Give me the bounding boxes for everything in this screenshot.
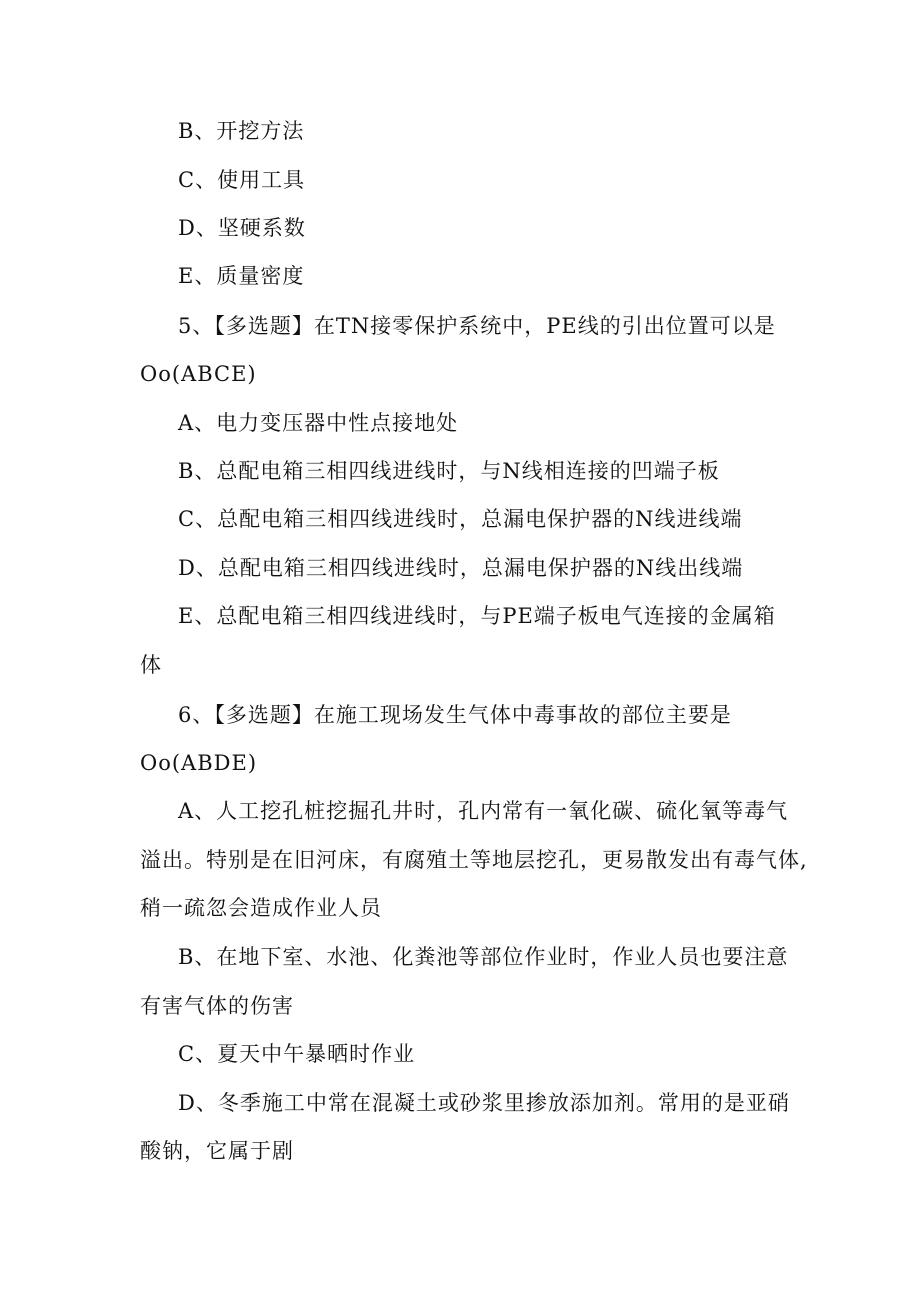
q6-option-a-continued-1: 溢出。特别是在旧河床，有腐殖土等地层挖孔，更易散发出有毒气体,: [140, 848, 808, 872]
question-5-text: 5、【多选题】在TN接零保护系统中，PE线的引出位置可以是: [178, 314, 776, 338]
q6-option-d-continued: 酸钠，它属于剧: [140, 1139, 294, 1163]
q5-option-b: B、总配电箱三相四线进线时，与N线相连接的凹端子板: [178, 459, 720, 483]
q5-option-a: A、电力变压器中性点接地处: [178, 411, 459, 435]
option-e-mass-density: E、质量密度: [178, 264, 305, 288]
q6-option-a: A、人工挖孔桩挖掘孔井时，孔内常有一氧化碳、硫化氧等毒气: [178, 799, 789, 823]
q6-option-b-continued: 有害气体的伤害: [140, 994, 294, 1018]
question-6-answer: Oo(ABDE): [140, 751, 258, 775]
q6-option-d: D、冬季施工中常在混凝土或砂浆里掺放添加剂。常用的是亚硝: [178, 1091, 790, 1115]
option-d-hardness-coefficient: D、坚硬系数: [178, 216, 306, 240]
q5-option-d: D、总配电箱三相四线进线时，总漏电保护器的N线出线端: [178, 556, 744, 580]
q6-option-c: C、夏天中午暴晒时作业: [178, 1042, 416, 1066]
q5-option-e-continued: 体: [140, 653, 162, 677]
option-c-tools-used: C、使用工具: [178, 168, 306, 192]
q6-option-b: B、在地下室、水池、化粪池等部位作业时，作业人员也要注意: [178, 945, 789, 969]
q5-option-e: E、总配电箱三相四线进线时，与PE端子板电气连接的金属箱: [178, 604, 776, 628]
q5-option-c: C、总配电箱三相四线进线时，总漏电保护器的N线进线端: [178, 507, 743, 531]
q6-option-a-continued-2: 稍一疏忽会造成作业人员: [140, 896, 382, 920]
option-b-excavation-method: B、开挖方法: [178, 119, 305, 143]
question-5-answer: Oo(ABCE): [140, 362, 257, 386]
question-6-text: 6、【多选题】在施工现场发生气体中毒事故的部位主要是: [178, 703, 732, 727]
